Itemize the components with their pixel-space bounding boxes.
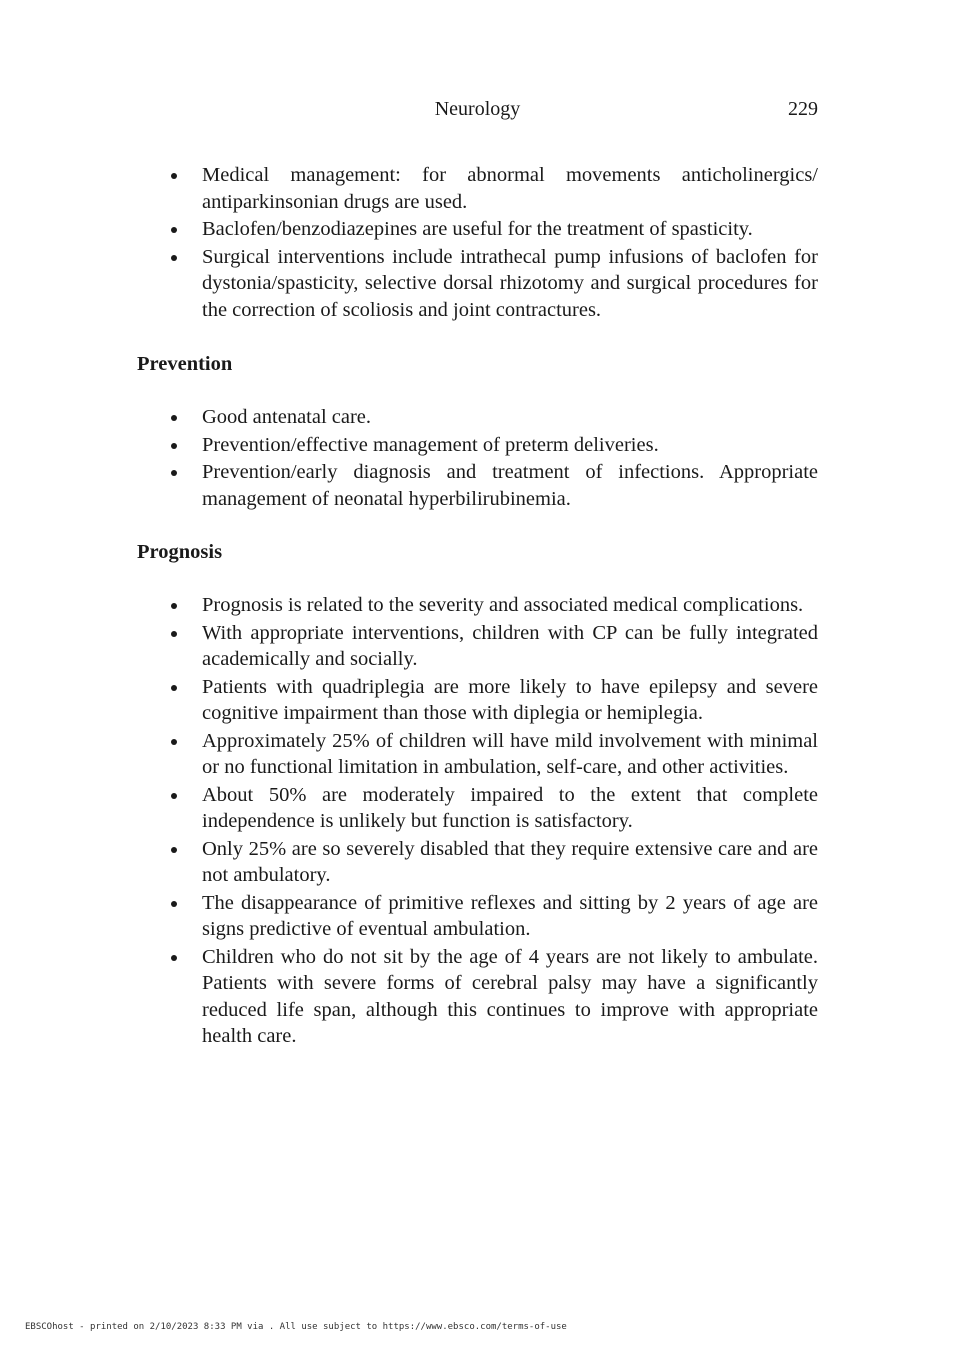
- bullet-icon: [171, 685, 177, 691]
- list-item-text: Prevention/early diagnosis and treatment of infections. Appropriate management of neonatal hyperbilirubinemia.: [202, 461, 818, 510]
- list-item: [137, 432, 818, 459]
- bullet-icon: [171, 793, 177, 799]
- bullet-icon: [171, 470, 177, 476]
- bullet-icon: [171, 227, 177, 233]
- list-item-text: Only 25% are so severely disabled that they require extensive care and are not ambulatory.: [202, 837, 818, 886]
- footer-notice: EBSCOhost - printed on 2/10/2023 8:33 PM via . All use subject to https://www.ebsco.com/terms-of-use: [25, 1322, 567, 1332]
- bullet-icon: [171, 603, 177, 609]
- running-head: [137, 96, 818, 122]
- prognosis-heading: Prognosis: [137, 541, 223, 563]
- bullet-icon: [171, 415, 177, 421]
- list-item-text: With appropriate interventions, children with CP can be fully integrated academically and socially.: [202, 621, 818, 670]
- prognosis-list: [137, 592, 818, 1050]
- list-item-text: Medical management: for abnormal movements anticholinergics/ antiparkinsonian drugs are used.: [202, 164, 818, 213]
- bullet-icon: [171, 955, 177, 961]
- list-item-text: About 50% are moderately impaired to the extent that complete independence is unlikely but function is satisfactory.: [202, 783, 818, 832]
- list-item: [137, 592, 818, 619]
- bullet-icon: [171, 901, 177, 907]
- list-item-text: Prognosis is related to the severity and associated medical complications.: [202, 594, 804, 616]
- list-item-text: Prevention/effective management of preterm deliveries.: [202, 433, 659, 456]
- page-body: [137, 162, 818, 1051]
- list-item: [137, 244, 818, 324]
- list-item-text: Baclofen/benzodiazepines are useful for the treatment of spasticity.: [202, 218, 753, 240]
- list-item: [137, 674, 818, 727]
- bullet-icon: [171, 739, 177, 745]
- list-item-text: The disappearance of primitive reflexes and sitting by 2 years of age are signs predictive of eventual ambulation.: [202, 891, 818, 940]
- treatment-list: [137, 162, 818, 323]
- page-number: 229: [788, 98, 818, 120]
- list-item-text: Patients with quadriplegia are more likely to have epilepsy and severe cognitive impairment than those with diplegia or hemiplegia.: [202, 675, 818, 724]
- list-item: [137, 728, 818, 781]
- list-item: [137, 459, 818, 512]
- bullet-icon: [171, 847, 177, 853]
- bullet-icon: [171, 631, 177, 637]
- list-item-text: Surgical interventions include intrathecal pump infusions of baclofen for dystonia/spasticity, selective dorsal rhizotomy and surgical procedures for the correction of scoliosis and joint contractures.: [202, 245, 818, 321]
- prevention-heading: Prevention: [137, 353, 233, 375]
- running-head-title: Neurology: [434, 98, 521, 120]
- list-item: [137, 620, 818, 673]
- bullet-icon: [171, 443, 177, 449]
- bullet-icon: [171, 255, 177, 261]
- list-item: [137, 890, 818, 943]
- list-item: [137, 944, 818, 1050]
- list-item: [137, 782, 818, 835]
- bullet-icon: [171, 173, 177, 179]
- list-item: [137, 162, 818, 215]
- list-item-text: Good antenatal care.: [202, 406, 372, 428]
- prevention-list: [137, 404, 818, 512]
- list-item-text: Children who do not sit by the age of 4 years are not likely to ambulate. Patients with severe forms of cerebral palsy may have a significantly reduced life span, although this continues to improve with appropriate health care.: [202, 945, 818, 1047]
- list-item: [137, 836, 818, 889]
- list-item: [137, 216, 818, 243]
- list-item-text: Approximately 25% of children will have mild involvement with minimal or no functional limitation in ambulation, self-care, and other activities.: [202, 729, 818, 778]
- list-item: [137, 404, 818, 431]
